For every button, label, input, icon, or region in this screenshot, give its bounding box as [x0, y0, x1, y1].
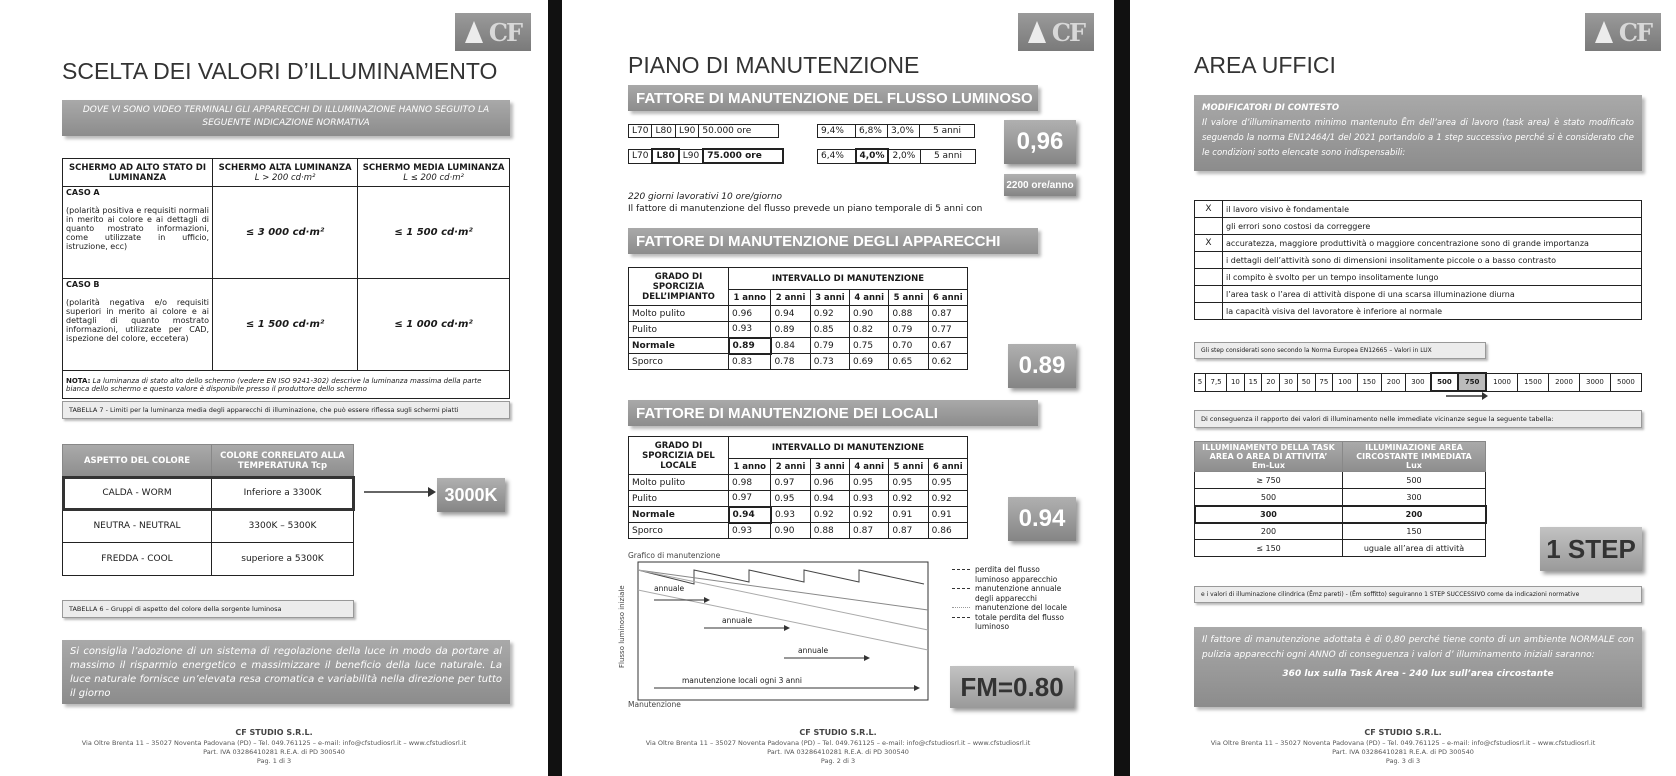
step-result: 1 STEP [1540, 527, 1642, 571]
graph-label: annuale [798, 646, 829, 655]
work-days-text: 220 giorni lavorativi 10 ore/giorno [628, 192, 783, 202]
lux-step: 10 [1227, 373, 1245, 391]
year-header: 5 anni [889, 459, 928, 475]
table-cell: 0.75 [850, 338, 889, 354]
col-header: SCHERMO MEDIA LUMINANZA L ≤ 200 cd·m² [358, 159, 510, 187]
table-cell: 0.94 [771, 306, 810, 322]
section-header: FATTORE DI MANUTENZIONE DEI LOCALI [628, 400, 1038, 426]
table-cell: 0.91 [889, 507, 928, 523]
logo-triangle-icon [465, 21, 483, 43]
year-header: 2 anni [771, 290, 810, 306]
table-cell: 0.93 [729, 523, 771, 539]
year-header: 1 anno [729, 459, 771, 475]
table-row [629, 475, 968, 491]
table-cell: 0.82 [850, 322, 889, 338]
year-header: 6 anni [928, 290, 967, 306]
page-footer: CF STUDIO S.R.L. Via Oltre Brenta 11 – 35027 Noventa Padovana (PD) – Tel. 049.761125 – e-mail: info@cfstudiosrl.it – www.cfstudiosrl.it Part. IVA 03286410281 R.E.A. di PD 300540 Pag. 1 di 3 [81, 728, 467, 765]
check-mark: X [1195, 235, 1223, 252]
table-cell: Inferiore a 3300K [212, 477, 354, 510]
col-header: ILLUMINAZIONE AREA CIRCOSTANTE IMMEDIATA Lux [1343, 442, 1486, 472]
lux-step: 30 [1280, 373, 1298, 391]
table-cell: 0.96 [810, 475, 849, 491]
check-mark [1195, 303, 1223, 320]
lux-step: 20 [1262, 373, 1280, 391]
lux-step: 15 [1244, 373, 1262, 391]
check-mark [1195, 286, 1223, 303]
year-header: 1 anno [729, 290, 771, 306]
year-header: 6 anni [928, 459, 967, 475]
table-row [1195, 218, 1642, 235]
table-cell: 0.86 [928, 523, 967, 539]
flux-factor-value: 0,96 [1004, 120, 1076, 164]
col-header: GRADO DI SPORCIZIA DEL LOCALE [629, 437, 729, 475]
table-cell: 300 [1343, 489, 1486, 506]
table-cell: 0.92 [810, 507, 849, 523]
page-3 [1130, 0, 1676, 776]
lux-step: 5000 [1610, 373, 1641, 391]
check-mark [1195, 269, 1223, 286]
table-cell: 0.92 [928, 491, 967, 507]
table-cell: 0.77 [928, 322, 967, 338]
table-cell: 0.88 [810, 523, 849, 539]
table-cell: 6,4% [818, 149, 856, 163]
table-row: CASO A (polarità positiva e requisiti normali in merito ai colore e ai dettagli di quanto mostrato informazioni, come utilizzate in ufficio, istruzione, ecc) [63, 187, 213, 279]
table-cell: superiore a 5300K [212, 543, 354, 576]
table-row [1195, 235, 1642, 252]
condition-text: il lavoro visivo è fondamentale [1223, 201, 1642, 218]
table-cell: 0.96 [729, 306, 771, 322]
check-mark [1195, 252, 1223, 269]
lux-step: 1500 [1518, 373, 1549, 391]
table-cell: 0.87 [889, 523, 928, 539]
flux-row-1 [628, 124, 779, 138]
lux-step: 100 [1333, 373, 1357, 391]
table-row [629, 322, 968, 338]
table-row [629, 306, 968, 322]
lux-step: 50 [1297, 373, 1315, 391]
final-banner: Il fattore di manutenzione adottata è di 0,80 perché tiene conto di un ambiente NORMALE con pulizia apparecchi ogni ANNO di conseguenza i valori d’ illuminamento iniziali saranno: 360 lux sulla Task Area - 240 lux sull’area circostante [1194, 627, 1642, 707]
value-cell: ≤ 1 500 cd·m² [213, 279, 358, 371]
table-cell: 0.69 [850, 354, 889, 370]
table-cell: 0.93 [729, 322, 771, 338]
color-temperature-result: 3000K [437, 478, 505, 512]
graph-x-label: Manutenzione [628, 700, 681, 709]
appliance-maintenance-table [628, 267, 968, 370]
table-row [1195, 506, 1486, 523]
year-header: 5 anni [889, 290, 928, 306]
lux-step: 150 [1357, 373, 1381, 391]
table-cell: 300 [1195, 506, 1343, 523]
table-row [1195, 269, 1642, 286]
logo-triangle-icon [1595, 21, 1613, 43]
table-row [1195, 286, 1642, 303]
logo-text: CF [488, 17, 522, 47]
value-cell: ≤ 3 000 cd·m² [213, 187, 358, 279]
table-cell: 0.65 [889, 354, 928, 370]
graph-legend [952, 565, 1082, 632]
table-cell: 0.90 [771, 523, 810, 539]
year-header: 2 anni [771, 459, 810, 475]
table-cell: Normale [629, 507, 729, 523]
flux-row-2b [817, 148, 976, 164]
table-6-caption: TABELLA 6 – Gruppi di aspetto del colore della sorgente luminosa [62, 600, 354, 618]
room-maintenance-table [628, 436, 968, 539]
appliance-factor-value: 0.89 [1008, 344, 1076, 388]
table-cell: Sporco [629, 523, 729, 539]
table-cell: 0.83 [729, 354, 771, 370]
lux-step: 2000 [1549, 373, 1580, 391]
table-cell: 0.94 [810, 491, 849, 507]
table-cell: 0.90 [850, 306, 889, 322]
arrow-right-icon [1444, 390, 1490, 402]
table-cell: 0.78 [771, 354, 810, 370]
table-cell: ≥ 750 [1195, 472, 1343, 489]
table-cell: 0.93 [771, 507, 810, 523]
table-row [629, 354, 968, 370]
table-cell: 0.98 [729, 475, 771, 491]
table-cell: L70 [629, 149, 653, 163]
value-cell: ≤ 1 500 cd·m² [358, 187, 510, 279]
check-mark [1195, 218, 1223, 235]
table-cell: 0.92 [810, 306, 849, 322]
condition-text: l’area task o l’area di attività dispone di una scarsa illuminazione diurna [1223, 286, 1642, 303]
page-footer: CF STUDIO S.R.L. Via Oltre Brenta 11 – 35027 Noventa Padovana (PD) – Tel. 049.761125 – e-mail: info@cfstudiosrl.it – www.cfstudiosrl.it Part. IVA 03286410281 R.E.A. di PD 300540 Pag. 2 di 3 [645, 728, 1031, 765]
table-cell: uguale all’area di attività [1343, 540, 1486, 557]
graph-label: annuale [722, 616, 753, 625]
lux-steps-table [1194, 372, 1642, 392]
year-header: 4 anni [850, 290, 889, 306]
table-cell: 200 [1195, 523, 1343, 540]
table-cell: 500 [1343, 472, 1486, 489]
table-cell: 0.87 [850, 523, 889, 539]
table-cell: 0.97 [771, 475, 810, 491]
table-cell: 0.85 [810, 322, 849, 338]
table-row [629, 507, 968, 523]
table-cell: 9,4% [818, 125, 856, 138]
page-title: SCELTA DEI VALORI D’ILLUMINAMENTO [62, 58, 498, 84]
table-cell: Sporco [629, 354, 729, 370]
table-cell: 0.79 [810, 338, 849, 354]
table-cell: 0.95 [928, 475, 967, 491]
table-cell: 0.89 [729, 338, 771, 354]
table-cell: FREDDA - COOL [63, 543, 212, 576]
table-cell: 4,0% [856, 149, 889, 163]
table-row: CASO B (polarità negativa e/o requisiti superiori in merito ai colore e ai dettagli di quanto mostrato informazioni, utilizzate per CAD, ispezione del colore, eccetera) [63, 279, 213, 371]
page-footer: CF STUDIO S.R.L. Via Oltre Brenta 11 – 35027 Noventa Padovana (PD) – Tel. 049.761125 – e-mail: info@cfstudiosrl.it – www.cfstudiosrl.it Part. IVA 03286410281 R.E.A. di PD 300540 Pag. 3 di 3 [1210, 728, 1596, 765]
table-cell: 0.95 [889, 475, 928, 491]
table-row [1195, 472, 1486, 489]
graph-label: annuale [654, 584, 685, 593]
condition-text: accuratezza, maggiore produttività o maggiore concentrazione sono di grande importanza [1223, 235, 1642, 252]
table-cell: 6,8% [856, 125, 888, 138]
table-cell: 0.67 [928, 338, 967, 354]
condition-text: gli errori sono costosi da correggere [1223, 218, 1642, 235]
table-cell: 0.92 [889, 491, 928, 507]
lux-step: 500 [1431, 373, 1459, 391]
table-cell: 3,0% [888, 125, 920, 138]
table-cell: 0.70 [889, 338, 928, 354]
table-cell: 0.97 [729, 491, 771, 507]
lux-step: 7,5 [1206, 373, 1227, 391]
context-modifiers-banner: MODIFICATORI DI CONTESTO Il valore d’illuminamento minimo mantenuto Ēm dell’area di lavoro (task area) è stato modificato seguendo la norma EN12464/1 del 2021 portandolo a 1 step successivo perché si è considerato che le condizioni sotto elencate sono indispensabili: [1194, 95, 1642, 171]
room-factor-value: 0.94 [1008, 497, 1076, 541]
surrounding-illuminance-table [1194, 441, 1486, 557]
condition-text: i dettagli dell’attività sono di dimensioni insolitamente piccole o a basso contrasto [1223, 252, 1642, 269]
cylindrical-note: e i valori di illuminazione cilindrica (Ēmz pareti) - (Ēm soffitto) seguiranno 1 STEP SUCCESSIVO come da indicazioni normative [1194, 586, 1642, 603]
table-cell: 0.94 [729, 507, 771, 523]
table-cell: 0.92 [850, 507, 889, 523]
col-header: ASPETTO DEL COLORE [63, 445, 212, 477]
table-cell: 500 [1195, 489, 1343, 506]
advice-banner: Si consiglia l’adozione di un sistema di regolazione della luce in modo da portare al massimo il risparmio energetico e massimizzare il beneficio della luce naturale. La luce naturale fornisce un’elevata resa cromatica e variabilità nella direzione per tutto il giorno [62, 640, 510, 704]
lux-step: 1000 [1486, 373, 1518, 391]
table-row [1195, 540, 1486, 557]
table-cell: 0.87 [928, 306, 967, 322]
lux-step: 75 [1315, 373, 1333, 391]
year-header: 3 anni [810, 290, 849, 306]
lux-step: 750 [1458, 373, 1486, 391]
cf-logo [1018, 13, 1094, 51]
condition-text: il compito è svolto per un tempo insolitamente lungo [1223, 269, 1642, 286]
table-row [1195, 252, 1642, 269]
table-cell: 0.84 [771, 338, 810, 354]
legend-item: totale perdita del flusso luminoso [952, 613, 1082, 632]
year-header: 4 anni [850, 459, 889, 475]
table-cell: L70 [629, 125, 652, 138]
intro-banner: DOVE VI SONO VIDEO TERMINALI GLI APPARECCHI DI ILLUMINAZIONE HANNO SEGUITO LA SEGUENTE INDICAZIONE NORMATIVA [62, 100, 510, 136]
color-temperature-table [62, 444, 354, 576]
col-header: SCHERMO AD ALTO STATO DI LUMINANZA [63, 159, 213, 187]
table-cell: 0.88 [889, 306, 928, 322]
col-header: COLORE CORRELATO ALLA TEMPERATURA Tcp [212, 445, 354, 477]
table-cell: NEUTRA - NEUTRAL [63, 510, 212, 543]
logo-triangle-icon [1028, 21, 1046, 43]
legend-item: manutenzione annuale degli apparecchi [952, 584, 1082, 603]
condition-text: la capacità visiva del lavoratore è inferiore al normale [1223, 303, 1642, 320]
table-cell: L90 [679, 149, 703, 163]
table-cell: 50.000 ore [699, 125, 779, 138]
lux-step: 300 [1406, 373, 1431, 391]
table-cell: L80 [652, 125, 675, 138]
year-header: 3 anni [810, 459, 849, 475]
lux-step: 3000 [1579, 373, 1610, 391]
logo-text: CF [1051, 17, 1085, 47]
table-cell: Molto pulito [629, 306, 729, 322]
luminance-table [62, 158, 510, 399]
table-cell: 0.95 [771, 491, 810, 507]
logo-text: CF [1618, 17, 1652, 47]
cf-logo [455, 13, 531, 51]
table-cell: 5 anni [920, 149, 975, 163]
table-row [629, 338, 968, 354]
table-cell: Molto pulito [629, 475, 729, 491]
table-cell: 0.73 [810, 354, 849, 370]
table-cell: 150 [1343, 523, 1486, 540]
table-cell: 0.93 [850, 491, 889, 507]
table-row [1195, 523, 1486, 540]
table-note: NOTA: La luminanza di stato alto dello schermo (vedere EN ISO 9241-302) descrive la luminanza massima della parte bianca dello schermo e questo valore è disponibile presso il produttore dello schermo [63, 371, 510, 399]
table-row [629, 491, 968, 507]
value-cell: ≤ 1 000 cd·m² [358, 279, 510, 371]
arrow-right-icon [362, 485, 437, 499]
table-cell: Pulito [629, 491, 729, 507]
legend-item: manutenzione del locale [952, 603, 1082, 613]
page-1 [0, 0, 548, 776]
col-header: ILLUMINAMENTO DELLA TASK AREA O AREA DI ATTIVITA’ Em-Lux [1195, 442, 1343, 472]
table-cell: 0.89 [771, 322, 810, 338]
table-row [1195, 201, 1642, 218]
lux-step: 200 [1381, 373, 1405, 391]
cf-logo [1585, 13, 1661, 51]
graph-y-label: Flusso luminoso iniziale [618, 585, 626, 668]
table-cell: Normale [629, 338, 729, 354]
table-cell: 3300K – 5300K [212, 510, 354, 543]
lux-step: 5 [1195, 373, 1206, 391]
table-cell: 0.95 [850, 475, 889, 491]
table-cell: 200 [1343, 506, 1486, 523]
col-header: INTERVALLO DI MANUTENZIONE [729, 437, 968, 459]
steps-caption: Gli step considerati sono secondo la Norma Europea EN12665 – Valori in LUX [1194, 342, 1486, 359]
table-cell: 0.62 [928, 354, 967, 370]
check-mark: X [1195, 201, 1223, 218]
legend-item: perdita del flusso luminoso apparecchio [952, 565, 1082, 584]
conditions-table [1194, 200, 1642, 320]
table-row [629, 523, 968, 539]
table-row [1195, 489, 1486, 506]
col-header: GRADO DI SPORCIZIA DELL’IMPIANTO [629, 268, 729, 306]
table-cell: L90 [675, 125, 698, 138]
graph-label: manutenzione locali ogni 3 anni [682, 676, 802, 685]
page-2 [562, 0, 1114, 776]
flux-plan-text: Il fattore di manutenzione del flusso prevede un piano temporale di 5 anni con [628, 204, 983, 214]
table-cell: 2,0% [888, 149, 920, 163]
col-header: SCHERMO ALTA LUMINANZA L > 200 cd·m² [213, 159, 358, 187]
graph-title: Grafico di manutenzione [628, 551, 721, 560]
table-cell: 75.000 ore [703, 149, 783, 163]
hours-per-year: 2200 ore/anno [1004, 174, 1076, 196]
table-cell: 0.79 [889, 322, 928, 338]
table-cell: Pulito [629, 322, 729, 338]
flux-row-1b [817, 124, 975, 138]
section-header: FATTORE DI MANUTENZIONE DEGLI APPARECCHI [628, 228, 1038, 254]
table-cell: CALDA - WORM [63, 477, 212, 510]
table-cell: L80 [652, 149, 678, 163]
col-header: INTERVALLO DI MANUTENZIONE [729, 268, 968, 290]
table-7-caption: TABELLA 7 - Limiti per la luminanza media degli apparecchi di illuminazione, che può essere riflessa sugli schermi piatti [62, 401, 510, 419]
page-title: AREA UFFICI [1194, 52, 1336, 78]
flux-row-2 [628, 148, 784, 164]
table-cell: 5 anni [920, 125, 975, 138]
page-title: PIANO DI MANUTENZIONE [628, 52, 920, 78]
fm-value: FM=0.80 [950, 666, 1074, 708]
table-row [1195, 303, 1642, 320]
table-cell: ≤ 150 [1195, 540, 1343, 557]
section-header: FATTORE DI MANUTENZIONE DEL FLUSSO LUMINOSO [628, 85, 1038, 111]
table-cell: 0.91 [928, 507, 967, 523]
consequence-caption: Di conseguenza il rapporto dei valori di illuminamento nelle immediate vicinanze segue la seguente tabella: [1194, 410, 1642, 428]
